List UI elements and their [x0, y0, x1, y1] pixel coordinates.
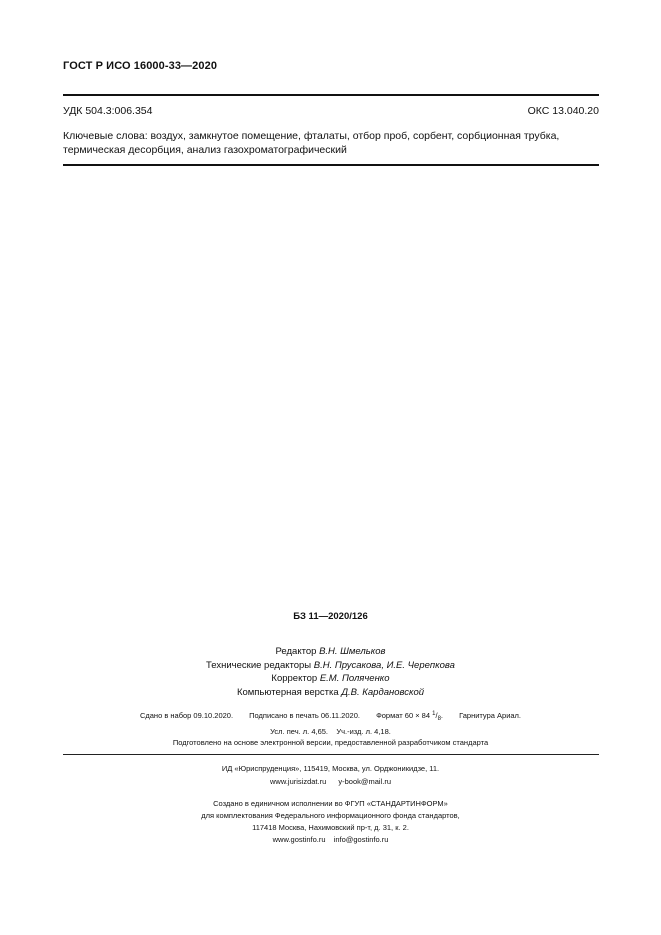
- credit-role: Редактор: [275, 646, 317, 657]
- keywords-paragraph: Ключевые слова: воздух, замкнутое помещение, фталаты, отбор проб, сорбент, сорбционная трубка, термическая десорбция, анализ газохроматографический: [63, 130, 560, 156]
- credit-role: Компьютерная верстка: [236, 686, 339, 698]
- credit-tech-editors: [0, 659, 661, 673]
- submitted-date: Сдано в набор 09.10.2020.: [139, 711, 234, 720]
- paper-format: Формат 60 × 84 $^1/_8$.: [376, 711, 443, 722]
- imprint-bottom-rule: [63, 754, 599, 755]
- publisher-address: ИД «Юриспруденция», 115419, Москва, ул. Орджоникидзе, 11.: [221, 764, 440, 773]
- udk-code: УДК 504.3:006.354: [63, 105, 153, 117]
- print-info-line-1: [0, 708, 661, 726]
- credit-proofreader: [0, 672, 661, 686]
- created-contacts: [0, 834, 661, 846]
- credit-names: В.Н. Шмельков: [319, 646, 386, 657]
- format-denominator: 8: [437, 716, 441, 722]
- created-line-1: Создано в единичном исполнении во ФГУП «СТАНДАРТИНФОРМ»: [213, 799, 448, 808]
- credit-names: В.Н. Прусакова, И.Е. Черепкова: [313, 659, 455, 671]
- publisher-email-link[interactable]: y-book@mail.ru: [338, 777, 391, 786]
- credit-editor: [0, 645, 661, 659]
- typeface: Гарнитура Ариал.: [459, 711, 522, 720]
- created-line-2: для комплектования Федерального информационного фонда стандартов,: [201, 811, 460, 820]
- prepared-note: Подготовлено на основе электронной версии, предоставленной разработчиком стандарта: [172, 738, 489, 747]
- credit-role: Технические редакторы: [206, 659, 312, 671]
- publisher-site-link[interactable]: www.jurisizdat.ru: [270, 777, 327, 786]
- bz-number: БЗ 11—2020/126: [293, 611, 368, 622]
- gostinfo-email-link[interactable]: info@gostinfo.ru: [333, 835, 389, 844]
- print-info-line-2: [0, 726, 661, 739]
- credit-layout: [0, 686, 661, 700]
- document-title: ГОСТ Р ИСО 16000-33—2020: [63, 60, 218, 72]
- publisher-contacts: [0, 775, 661, 788]
- credit-names: Д.В. Кардановской: [341, 686, 425, 698]
- publisher-block: [0, 762, 661, 788]
- publisher-sheets: Уч.-изд. л. 4,18.: [336, 726, 391, 736]
- created-line-3: 117418 Москва, Нахимовский пр-т, д. 31, к. 2.: [252, 823, 409, 832]
- gostinfo-site-link[interactable]: www.gostinfo.ru: [272, 835, 326, 844]
- format-slash: /: [435, 711, 438, 720]
- format-numerator: 1: [432, 711, 436, 717]
- credits-block: [0, 645, 661, 699]
- top-rule: [63, 94, 599, 96]
- print-info: [0, 708, 661, 738]
- credit-role: Корректор: [271, 673, 318, 684]
- format-prefix: Формат 60 × 84: [376, 711, 431, 720]
- created-block: [0, 798, 661, 846]
- credit-names: Е.М. Поляченко: [319, 673, 390, 684]
- keywords-bottom-rule: [63, 164, 599, 166]
- signed-date: Подписано в печать 06.11.2020.: [249, 711, 360, 720]
- printed-sheets: Усл. печ. л. 4,65.: [270, 726, 328, 736]
- oks-code: ОКС 13.040.20: [527, 105, 599, 117]
